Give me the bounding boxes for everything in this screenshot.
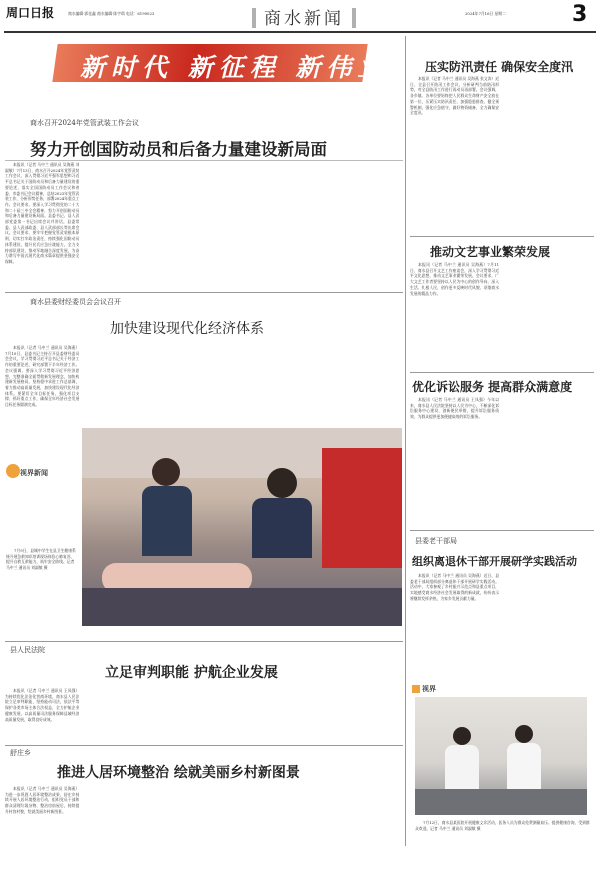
photo-person-body-1 xyxy=(142,486,192,556)
a3-body: 本报讯（记者 马中兰 通讯员 王凤强）为持续优化法治化营商环境，商水县人民法院立足审判职能，坚持能动司法，依法平等保护各类市场主体合法权益，全力护航企业健康发展，以高质量司法服务保障县域经济高质量发展，取得良好成效。 xyxy=(5,688,80,722)
a2-top-rule xyxy=(5,292,403,293)
masthead-rule xyxy=(4,31,596,33)
a2-kicker: 商水县委财经委员会会议召开 xyxy=(30,298,121,306)
right-body-3: 本报讯（记者 马中兰 通讯员 王凤强）今年以来，商水县人民法院坚持以人民为中心，不断深化诉讼服务中心建设，创新便民举措，提升诉讼服务质效，为群众提供更加便捷高效的诉讼服务。 xyxy=(410,397,499,420)
section-divider-left xyxy=(252,8,256,28)
right-rule-1 xyxy=(410,236,594,237)
first-aid-photo xyxy=(82,428,402,626)
a4-body-columns xyxy=(5,786,401,878)
page-number: 3 xyxy=(572,2,588,27)
a3-body-columns xyxy=(5,688,401,738)
right-rule-3 xyxy=(410,530,594,531)
masthead-date: 2024年7月16日 星期二 xyxy=(465,11,506,16)
clinic-photo xyxy=(415,697,587,815)
clinic-person-body-2 xyxy=(507,743,541,795)
a3-top-rule xyxy=(5,641,403,642)
photo-person-head-1 xyxy=(152,458,180,486)
clinic-table xyxy=(415,789,587,815)
right-body-2: 本报讯（记者 马中兰 通讯员 吴海燕）7月11日，商水县召开文艺工作座谈会，深入学习贯彻习近平文化思想，推动文艺事业繁荣发展。会议要求，广大文艺工作者要坚持以人民为中心的创作导向，深入生活、扎根人民，创作更多反映时代风貌、讴歌商水发展的精品力作。 xyxy=(410,262,499,296)
a4-title: 推进人居环境整治 绘就美丽乡村新图景 xyxy=(57,765,300,781)
right-column-divider xyxy=(405,36,406,846)
right-kicker-4: 县委老干部局 xyxy=(415,537,457,545)
right-body-4-columns xyxy=(410,573,594,673)
newspaper-logo: 周口日报 xyxy=(6,6,55,20)
photo-person-head-2 xyxy=(267,468,297,498)
right-body-1-columns xyxy=(410,76,594,226)
masthead-info: 商水编辑·郭佳鑫 商水编辑·陈宇琪 电话：6199023 xyxy=(68,11,155,16)
right-photo-badge-text: 视界 xyxy=(422,685,436,693)
right-body-1: 本报讯（记者 马中兰 通讯员 吴海燕 张文涛）近日，全县召开防汛工作会议，分析研判当前防汛形势，对全县防汛工作进行再动员再部署。会议强调，各乡镇、各单位要始终把人民群众生命财产安全放在第一位，压紧压实防汛责任，加强隐患排查，健全预警机制，强化应急值守，做好物资储备，全力确保安全度汛。 xyxy=(410,76,499,116)
a3-kicker: 县人民法院 xyxy=(10,646,45,654)
banner-title: 新时代 新征程 新伟业 xyxy=(80,53,389,82)
clinic-person-body-1 xyxy=(445,745,479,795)
a4-body: 本报讯（记者 马中兰 通讯员 吴海燕）为进一步巩固人居环境整治成果，舒庄乡持续开展人居环境整治行动，组织党员干部和群众清理垃圾杂物、整治房前屋后，持续提升村容村貌，绘就美丽乡村新图景。 xyxy=(5,786,80,814)
section-divider-right xyxy=(352,8,356,28)
section-title: 商水新闻 xyxy=(264,9,344,29)
a2-title: 加快建设现代化经济体系 xyxy=(110,321,264,337)
a1-title: 努力开创国防动员和后备力量建设新局面 xyxy=(30,140,327,159)
clinic-person-head-1 xyxy=(453,727,471,745)
a2-body-columns xyxy=(5,345,401,421)
camera-icon xyxy=(412,685,420,693)
a1-rule xyxy=(5,160,403,161)
a1-body-columns xyxy=(5,162,401,280)
right-title-4: 组织离退休干部开展研学实践活动 xyxy=(412,555,577,568)
eye-icon xyxy=(6,464,20,478)
a4-kicker: 舒庄乡 xyxy=(10,749,31,757)
right-photo-badge xyxy=(410,684,594,694)
right-body-4: 本报讯（记者 马中兰 通讯员 吴海燕）近日，县委老干部局组织部分离退休干部开展研学实践活动。活动中，大家参观了乡村振兴示范点和县重点项目，实地感受商水经济社会发展取得的新成就，纷纷表示将继续发挥余热，为家乡发展贡献力量。 xyxy=(410,573,499,601)
photo1-badge xyxy=(6,464,54,484)
photo1-badge-text: 视界新闻 xyxy=(20,469,48,477)
right-rule-2 xyxy=(410,372,594,373)
clinic-person-head-2 xyxy=(515,725,533,743)
photo1-caption: 7月9日，县城中学生在县卫生健康系统开展急救知识培训现场体验心肺复苏，提升自救互救能力，筑牢安全防线。记者 马中兰 通讯员 刘淑敏 摄 xyxy=(6,548,76,570)
photo-person-body-2 xyxy=(252,498,312,558)
right-body-2-columns xyxy=(410,262,594,364)
a3-title: 立足审判职能 护航企业发展 xyxy=(105,665,278,681)
a4-top-rule xyxy=(5,745,403,746)
right-photo-caption: 7月12日，商水县某医院开展健康义诊活动，医务人员为群众免费测量血压、提供健康咨询，受到群众欢迎。记者 马中兰 通讯员 刘淑敏 摄 xyxy=(415,820,590,831)
right-title-1: 压实防汛责任 确保安全度汛 xyxy=(425,60,574,74)
right-title-2: 推动文艺事业繁荣发展 xyxy=(430,245,551,259)
a1-kicker: 商水召开2024年党管武装工作会议 xyxy=(30,119,139,127)
photo-floor xyxy=(82,588,402,626)
a2-body: 本报讯（记者 马中兰 通讯员 吴海燕）7月10日，县委书记主持召开县委财经委员会会议，学习贯彻习近平总书记关于经济工作的重要论述，研究部署下半年经济工作。会议强调，要深入学习贯彻习近平经济思想，完整准确全面贯彻新发展理念，加快构建新发展格局，坚持稳中求进工作总基调，着力推动高质量发展，加快建设现代化经济体系。要紧盯全年目标任务，强化项目支撑，抓好重点工作，确保全年经济社会发展目标任务圆满完成。 xyxy=(5,345,80,408)
right-title-3: 优化诉讼服务 提高群众满意度 xyxy=(412,380,573,394)
a1-body: 本报讯（记者 马中兰 通讯员 吴海燕 刘淑敏）7月13日，商水召开2024年党管武装工作会议，深入贯彻习近平强军思想和习近平总书记关于国防动员和后备力量建设的重要论述，落实全国国防动员工作会议和省委、市委书记会议精神，总结2023年党管武装工作，分析形势任务，部署2024年重点工作。会议要求，要深入学习贯彻党的二十大和二十届三中全会精神，努力开创国防动员和后备力量建设新局面。县委书记、县人武部党委第一书记出席会议并讲话。县委常委、县人武部政委、县人武部部长等出席会议。会议要求，要牢牢把握党管武装根本原则，切实扛牢政治责任，持续强化国防动员体系建设，提升民兵应急应战能力，全力支持部队建设，推动军地融合深度发展，为奋力谱写中国式现代化商水篇章提供坚强安全保障。 xyxy=(5,162,80,264)
right-body-3-columns xyxy=(410,397,594,517)
photo-red-equipment xyxy=(322,448,402,568)
